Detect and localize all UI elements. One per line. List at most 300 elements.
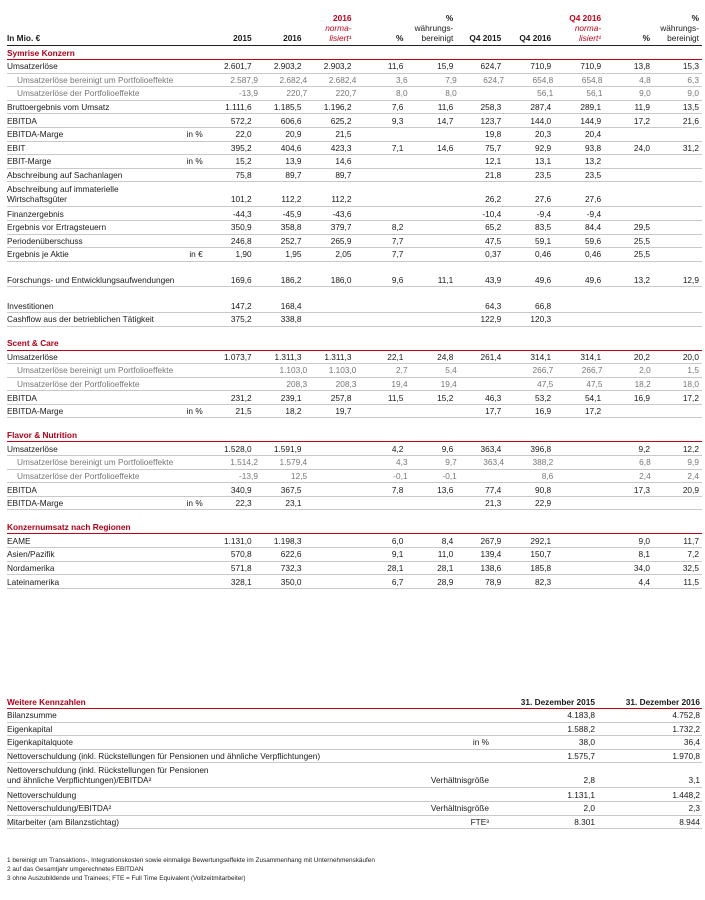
row-label [7,365,212,375]
kennzahlen-row [7,736,702,750]
cell-value: 7,6 [391,102,404,113]
cell-value: 9,1 [391,549,404,560]
cell-value: 13,2 [633,275,651,286]
cell-value: 261,4 [480,351,502,362]
cell-value: 20,2 [633,351,651,362]
cell-value: 266,7 [532,365,554,376]
table-row [7,575,702,589]
row-label-text: Forschungs- und Entwicklungsaufwendungen [7,275,175,286]
row-unit: in % [186,156,203,167]
row-label-text: EBITDA [7,115,37,126]
cell-value: 1,5 [687,365,699,376]
row-label-text: Finanzergebnis [7,208,64,219]
cell-value: 258,3 [480,102,502,113]
kennzahlen-label [7,790,495,800]
cell-value: 11,7 [683,535,699,546]
cell-value: 572,2 [230,115,252,126]
cell-value: 4,8 [639,74,651,85]
table-row [7,483,702,497]
cell-value: 15,3 [682,61,699,72]
cell-value: -10,4 [482,208,502,219]
cell-value: 350,9 [230,222,252,233]
kennzahlen-value-2016: 1.970,8 [672,751,700,762]
kennzahlen-title: Weitere Kennzahlen [7,696,86,707]
header-pct-currency: % währungs- bereinigt [414,13,454,43]
row-label-text: EBITDA [7,484,37,495]
cell-value: 239,1 [280,392,302,403]
cell-value: 16,9 [633,392,651,403]
kennzahlen-value-2016: 1.732,2 [672,723,700,734]
table-row [7,155,702,169]
table-row [7,562,702,576]
cell-value: -0,1 [442,470,457,481]
row-label-text: Umsatzerlöse bereinigt um Portfolioeffekte [17,74,174,85]
kennzahlen-unit: Verhältnisgröße [430,775,489,786]
cell-value: 2.682,4 [279,74,308,85]
row-label-text: Ergebnis vor Ertragsteuern [7,222,107,233]
cell-value: 21,6 [682,115,699,126]
cell-value: 379,7 [330,222,352,233]
cell-value: 570,8 [230,549,252,560]
row-label-text: Nordamerika [7,562,55,573]
cell-value: 23,5 [584,170,602,181]
row-label [7,379,212,389]
table-row [7,142,702,156]
cell-value: 8,1 [638,549,651,560]
cell-value: 710,9 [530,61,552,72]
cell-value: 363,4 [483,457,505,468]
table-row [7,182,702,207]
row-label [7,129,205,139]
cell-value: 7,7 [391,235,404,246]
cell-value: 20,0 [682,351,699,362]
row-label [7,457,212,467]
cell-value: 101,2 [230,194,252,205]
kennzahlen-value-2016: 8.944 [679,816,700,827]
cell-value: 93,8 [584,142,602,153]
cell-value: 11,5 [387,392,404,403]
table-subrow [7,378,702,392]
cell-value: 8,6 [541,470,554,481]
table-row [7,207,702,221]
cell-value: 292,1 [530,535,552,546]
cell-value: 123,7 [480,115,502,126]
kennzahlen-label-text: Nettoverschuldung [7,789,77,800]
cell-value: 4,3 [396,457,408,468]
cell-value: 1.185,5 [273,102,302,113]
kennzahlen-label [7,765,495,785]
kennzahlen-row [7,763,702,788]
cell-value: 1.528,0 [223,443,252,454]
cell-value: 56,1 [537,88,554,99]
kennzahlen-col-2016: 31. Dezember 2016 [625,696,700,707]
table-row [7,248,702,262]
cell-value: 2,4 [687,470,699,481]
cell-value: 9,0 [687,88,699,99]
row-label-text: Lateinamerika [7,576,60,587]
cell-value: 1.514,2 [230,457,258,468]
row-label [7,498,205,508]
table-row [7,299,702,313]
table-subrow [7,74,702,88]
table-row [7,60,702,74]
row-label [7,314,205,324]
cell-value: 19,7 [335,406,352,417]
row-label-text: EBIT-Marge [7,156,52,167]
cell-value: 328,1 [230,576,252,587]
cell-value: 56,1 [586,88,603,99]
cell-value: 47,5 [537,378,554,389]
cell-value: 32,5 [682,562,699,573]
cell-value: 340,9 [230,484,252,495]
cell-value: 17,2 [633,115,651,126]
cell-value: 16,9 [535,406,552,417]
kennzahlen-label-text: Nettoverschuldung (inkl. Rückstellungen für Pensionen [7,765,209,776]
cell-value: -13,9 [239,470,258,481]
cell-value: 1.131,0 [223,535,252,546]
cell-value: 9,3 [391,115,404,126]
header-q4-2016: Q4 2016 [519,33,552,43]
row-spacer [7,418,702,428]
cell-value: 350,0 [280,576,302,587]
row-label [7,209,205,219]
header-q4-2016-normalized: Q4 2016 norma- lisiert¹ [569,13,602,43]
header-2016: 2016 [283,33,302,43]
cell-value: 47,5 [586,378,603,389]
row-label-text: EBITDA-Marge [7,498,64,509]
row-label [7,471,212,481]
kennzahlen-value-2015: 1.131,1 [567,789,595,800]
row-unit: in € [189,249,203,260]
row-label-text: Bruttoergebnis vom Umsatz [7,102,110,113]
cell-value: 18,0 [682,378,699,389]
cell-value: 9,2 [638,443,651,454]
row-label-text: Investitionen [7,300,54,311]
cell-value: 147,2 [230,300,252,311]
table-subrow [7,470,702,484]
cell-value: 89,7 [285,170,302,181]
kennzahlen-value-2015: 2,8 [583,775,595,786]
cell-value: 25,5 [633,249,651,260]
cell-value: 75,7 [485,142,502,153]
kennzahlen-value-2016: 36,4 [683,737,700,748]
row-label [7,75,212,85]
kennzahlen-label-text: Eigenkapital [7,723,53,734]
cell-value: 6,7 [391,576,404,587]
cell-value: 112,2 [281,194,302,205]
cell-value: 17,3 [633,484,651,495]
row-label-text: Asien/Pazifik [7,549,55,560]
cell-value: 8,0 [445,88,457,99]
row-label-text: Umsatzerlöse der Portfolioeffekte [17,470,140,481]
cell-value: 54,1 [584,392,602,403]
cell-value: 606,6 [280,115,302,126]
kennzahlen-row [7,723,702,737]
cell-value: 20,9 [285,129,302,140]
cell-value: 47,5 [485,235,502,246]
cell-value: 654,8 [581,74,603,85]
table-subrow [7,364,702,378]
cell-value: 11,6 [437,102,454,113]
cell-value: 314,1 [580,351,602,362]
kennzahlen-label [7,724,495,734]
cell-value: 20,4 [584,129,602,140]
cell-value: -43,6 [332,208,352,219]
footnotes [7,856,375,883]
kennzahlen-label-text: Bilanzsumme [7,710,57,721]
kennzahlen-row [7,816,702,830]
cell-value: 625,2 [330,115,352,126]
kennzahlen-label-text: Nettoverschuldung (inkl. Rückstellungen für Pensionen und ähnliche Verpflichtungen) [7,751,321,762]
row-label-text: Umsatzerlöse [7,61,58,72]
cell-value: 1.311,3 [324,351,352,362]
header-2015: 2015 [233,33,252,43]
kennzahlen-row [7,788,702,802]
kennzahlen-label [7,751,495,761]
row-spacer [7,287,702,299]
footnote-3: 3 ohne Auszubildende und Trainees; FTE = Full Time Equivalent (Vollzeitmitarbeiter) [7,875,246,882]
kennzahlen-label-text: Mitarbeiter (am Bilanzstichtag) [7,816,120,827]
cell-value: 14,7 [437,115,454,126]
row-label [7,549,205,559]
cell-value: 185,8 [530,562,552,573]
row-label [7,249,205,259]
table-subrow [7,456,702,470]
kennzahlen-value-2016: 3,1 [688,775,700,786]
cell-value: 231,2 [230,392,252,403]
cell-value: 9,6 [391,275,404,286]
kennzahlen-label-text-2: und ähnliche Verpflichtungen)/EBITDA² [7,775,152,786]
cell-value: 1.103,0 [328,365,357,376]
kennzahlen-value-2015: 1.575,7 [567,751,595,762]
row-unit: in % [186,498,203,509]
cell-value: 11,1 [437,275,454,286]
cell-value: 265,9 [330,235,352,246]
cell-value: 26,2 [485,194,502,205]
cell-value: 13,8 [633,61,651,72]
cell-value: 2,7 [396,365,408,376]
cell-value: 622,6 [280,549,302,560]
cell-value: 246,8 [230,235,252,246]
cell-value: 29,5 [633,222,651,233]
cell-value: 150,7 [530,549,552,560]
cell-value: 338,8 [280,314,302,325]
cell-value: 358,8 [280,222,302,233]
cell-value: 139,4 [480,549,502,560]
header-label: In Mio. € [7,33,41,43]
cell-value: 2,05 [335,249,352,260]
cell-value: 27,6 [584,194,602,205]
cell-value: 120,3 [530,314,552,325]
cell-value: 4,2 [391,443,404,454]
cell-value: -9,4 [586,208,602,219]
cell-value: 19,4 [391,378,408,389]
row-label-text: Umsatzerlöse bereinigt um Portfolioeffekte [17,457,174,468]
table-row [7,548,702,562]
kennzahlen-header [7,695,702,709]
kennzahlen-table [7,695,702,829]
table-row [7,235,702,249]
section-title: Konzernumsatz nach Regionen [7,521,131,532]
cell-value: 8,2 [391,222,404,233]
cell-value: 2,4 [639,470,651,481]
cell-value: 18,2 [285,406,302,417]
cell-value: 367,5 [280,484,302,495]
table-row [7,497,702,511]
cell-value: 17,7 [485,406,502,417]
row-label-text: Abschreibung auf Sachanlagen [7,170,123,181]
cell-value: 49,6 [584,275,602,286]
cell-value: 1.103,0 [279,365,308,376]
cell-value: 6,3 [687,74,699,85]
table-row [7,169,702,183]
cell-value: 1.579,4 [279,457,308,468]
row-label [7,352,205,362]
cell-value: 21,5 [235,406,252,417]
cell-value: 77,4 [485,484,502,495]
cell-value: 15,2 [437,392,454,403]
row-label [7,143,205,153]
cell-value: 624,7 [483,74,505,85]
header-q4-pct-currency: % währungs- bereinigt [660,13,699,43]
row-label [7,393,205,403]
cell-value: 66,8 [535,300,552,311]
cell-value: 13,5 [682,102,699,113]
cell-value: 90,8 [535,484,552,495]
kennzahlen-label-text: Nettoverschuldung/EBITDA² [7,803,112,814]
cell-value: 21,5 [335,129,352,140]
cell-value: 34,0 [633,562,651,573]
row-label [7,444,205,454]
table-row [7,442,702,456]
row-label-line2: Wirtschaftsgüter [7,194,67,205]
row-label [7,236,205,246]
row-label-text: EBIT [7,142,26,153]
row-label [7,563,205,573]
cell-value: 21,8 [485,170,502,181]
footnote-1: 1 bereinigt um Transaktions-, Integrationskosten sowie einmalige Bewertungseffekte im Zusammenhang mit Unternehmenskäufen [7,857,375,864]
row-label-text: Umsatzerlöse [7,351,58,362]
cell-value: 404,6 [280,142,302,153]
cell-value: 53,2 [535,392,552,403]
cell-value: 2.601,7 [223,61,252,72]
cell-value: 1.073,7 [223,351,252,362]
cell-value: 22,9 [535,498,552,509]
cell-value: 423,3 [330,142,352,153]
kennzahlen-unit: in % [472,737,489,748]
cell-value: 6,8 [639,457,651,468]
table-row [7,534,702,548]
cell-value: 13,9 [285,156,302,167]
section-title: Flavor & Nutrition [7,429,78,440]
cell-value: -45,9 [282,208,302,219]
cell-value: 3,6 [396,74,408,85]
cell-value: 24,8 [437,351,454,362]
table-row [7,274,702,288]
row-label-text: EBITDA-Marge [7,129,64,140]
row-spacer [7,262,702,274]
cell-value: 375,2 [230,314,252,325]
cell-value: 7,2 [687,549,699,560]
table-subrow [7,87,702,101]
row-label [7,88,212,98]
cell-value: 75,8 [235,170,252,181]
table-row [7,221,702,235]
cell-value: 24,0 [633,142,651,153]
kennzahlen-row [7,709,702,723]
table-row [7,391,702,405]
cell-value: 78,9 [485,576,502,587]
row-label [7,406,205,416]
cell-value: 15,2 [235,156,252,167]
cell-value: 252,7 [280,235,302,246]
cell-value: 14,6 [335,156,352,167]
cell-value: 19,4 [440,378,457,389]
row-label [7,577,205,587]
cell-value: 0,46 [535,249,552,260]
table-row [7,101,702,115]
cell-value: 82,3 [535,576,552,587]
cell-value: 0,37 [485,249,502,260]
cell-value: 9,0 [639,88,651,99]
cell-value: 144,9 [580,115,602,126]
header-q4-pct: % [642,33,651,43]
cell-value: 46,3 [485,392,502,403]
header-q4-2015: Q4 2015 [469,33,502,43]
cell-value: 19,8 [485,129,502,140]
kennzahlen-body [7,709,702,829]
cell-value: 1.198,3 [273,535,302,546]
row-label-text: EAME [7,535,31,546]
cell-value: 17,2 [682,392,699,403]
row-label [7,102,205,112]
row-label [7,116,205,126]
cell-value: -9,4 [536,208,552,219]
row-label [7,61,205,71]
table-row [7,114,702,128]
row-label-text: EBITDA [7,392,37,403]
cell-value: 11,5 [683,576,699,587]
cell-value: 20,3 [535,129,552,140]
kennzahlen-row [7,802,702,816]
section-header [7,46,702,60]
cell-value: 1.196,2 [323,102,352,113]
cell-value: 624,7 [480,61,502,72]
cell-value: 43,9 [485,275,502,286]
cell-value: 1.311,3 [274,351,302,362]
cell-value: 23,1 [285,498,302,509]
cell-value: 2.587,9 [230,74,258,85]
row-label-text: Umsatzerlöse der Portfolioeffekte [17,378,140,389]
cell-value: 0,46 [584,249,602,260]
cell-value: 23,5 [535,170,552,181]
cell-value: 186,2 [280,275,302,286]
cell-value: 84,4 [584,222,602,233]
cell-value: 7,8 [391,484,404,495]
header-pct: % [396,33,404,43]
footnote-2: 2 auf das Gesamtjahr umgerechnetes EBITDAN [7,866,144,873]
cell-value: 7,9 [445,74,457,85]
kennzahlen-value-2015: 2,0 [583,803,595,814]
kennzahlen-col-2015: 31. Dezember 2015 [520,696,595,707]
cell-value: 287,4 [530,102,552,113]
cell-value: 13,2 [584,156,602,167]
table-row [7,405,702,419]
cell-value: 6,0 [391,535,404,546]
cell-value: 9,0 [638,535,651,546]
cell-value: 11,0 [437,549,454,560]
cell-value: 363,4 [480,443,502,454]
